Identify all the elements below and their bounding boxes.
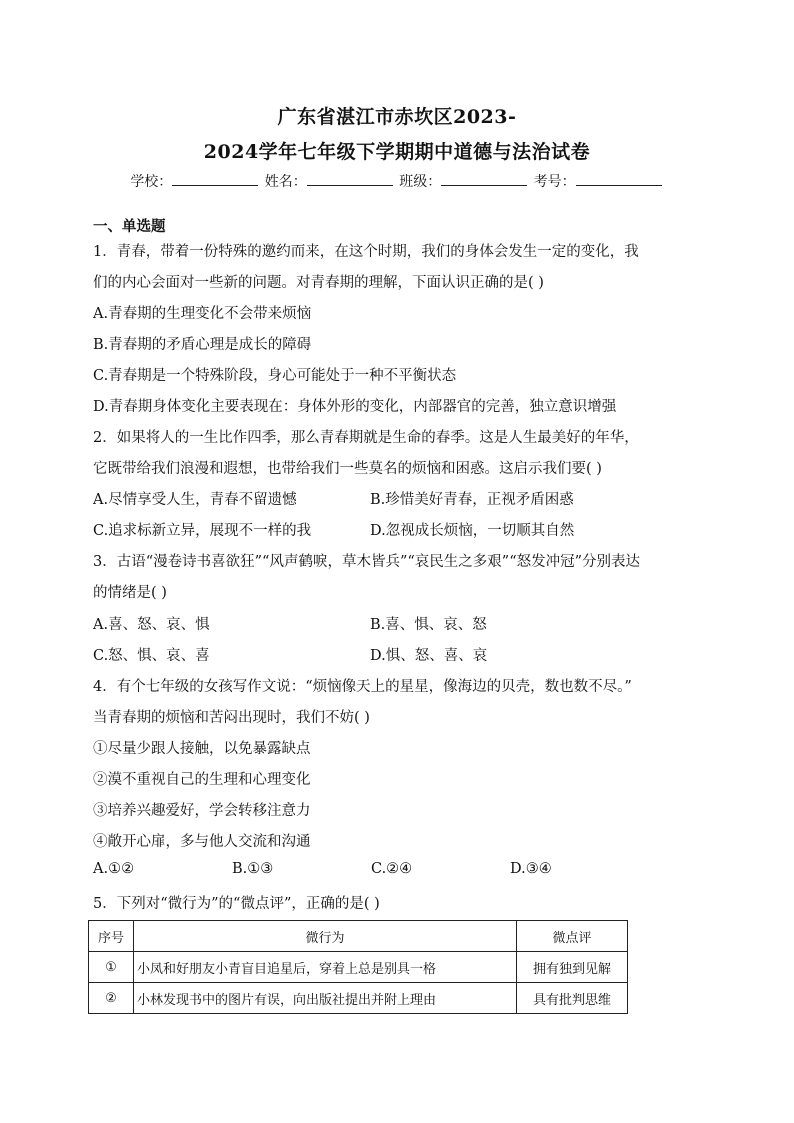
school-blank[interactable] [172,173,258,186]
question-2-option-a: A.尽情享受人生，青春不留遗憾 [93,492,297,508]
question-4-option-b: B.①③ [232,861,274,877]
header-behavior: 微行为 [134,921,517,952]
question-2-stem-line-2: 它既带给我们浪漫和遐想，也带给我们一些莫名的烦恼和困惑。这启示我们要( ) [93,461,602,477]
question-4-stem-line-2: 当青春期的烦恼和苦闷出现时，我们不妨( ) [93,710,370,726]
header-number: 序号 [89,921,134,952]
question-1-stem-line-1: 1．青春，带着一份特殊的邀约而来，在这个时期，我们的身体会发生一定的变化，我 [93,244,639,260]
question-5-stem: 5．下列对“微行为”的“微点评”，正确的是( ) [93,896,380,912]
question-4-statement-3: ③培养兴趣爱好，学会转移注意力 [93,803,311,819]
exam-number-blank[interactable] [576,173,662,186]
question-4-stem-line-1: 4．有个七年级的女孩写作文说：“烦恼像天上的星星，像海边的贝壳，数也数不尽。” [93,679,632,695]
question-4-statement-1: ①尽量少跟人接触，以免暴露缺点 [93,741,311,757]
question-1-option-a: A.青春期的生理变化不会带来烦恼 [93,306,312,322]
question-2-option-b: B.珍惜美好青春，正视矛盾困惑 [370,492,574,508]
question-3-stem-line-2: 的情绪是( ) [93,585,167,601]
row-2-comment: 具有批判思维 [517,983,628,1014]
question-5-table [88,920,628,1014]
question-1-option-c: C.青春期是一个特殊阶段，身心可能处于一种不平衡状态 [93,368,457,384]
question-4-statement-2: ②漠不重视自己的生理和心理变化 [93,772,311,788]
school-label: 学校： [130,174,173,190]
name-blank[interactable] [307,173,393,186]
question-1-stem-line-2: 们的内心会面对一些新的问题。对青春期的理解，下面认识正确的是( ) [93,275,544,291]
question-1-option-b: B.青春期的矛盾心理是成长的障碍 [93,337,312,353]
row-1-comment: 拥有独到见解 [517,952,628,983]
table-row [89,983,628,1014]
question-2-option-d: D.忽视成长烦恼，一切顺其自然 [370,523,575,539]
row-2-behavior: 小林发现书中的图片有误，向出版社提出并附上理由 [134,983,517,1014]
question-4-option-d: D.③④ [510,861,552,877]
student-info-row [0,171,794,191]
section-title: 一、单选题 [93,218,166,235]
question-3-option-a: A.喜、怒、哀、惧 [93,617,210,633]
question-3-option-c: C.怒、惧、哀、喜 [93,648,210,664]
table-header-row [89,921,628,952]
header-comment: 微点评 [517,921,628,952]
row-2-number: ② [89,983,134,1014]
exam-number-label: 考号： [533,174,576,190]
table-row [89,952,628,983]
row-1-behavior: 小凤和好朋友小青盲目追星后，穿着上总是别具一格 [134,952,517,983]
question-2-stem-line-1: 2．如果将人的一生比作四季，那么青春期就是生命的春季。这是人生最美好的年华， [93,430,639,446]
question-3-stem-line-1: 3．古语“漫卷诗书喜欲狂”“风声鹤唳，草木皆兵”“哀民生之多艰”“怒发冲冠”分别表达 [93,554,641,570]
question-3-option-d: D.惧、怒、喜、哀 [370,648,488,664]
name-label: 姓名： [264,174,307,190]
row-1-number: ① [89,952,134,983]
question-3-option-b: B.喜、惧、哀、怒 [370,617,487,633]
class-blank[interactable] [441,173,527,186]
question-1-option-d: D.青春期身体变化主要表现在：身体外形的变化，内部器官的完善，独立意识增强 [93,399,617,415]
exam-title-line2: 2024学年七年级下学期期中道德与法治试卷 [203,141,591,163]
question-4-option-c: C.②④ [371,861,413,877]
question-4-option-a: A.①② [93,861,135,877]
class-label: 班级： [399,174,442,190]
question-4-statement-4: ④敞开心扉，多与他人交流和沟通 [93,834,311,850]
exam-title-line1: 广东省湛江市赤坎区2023- [277,106,517,128]
question-2-option-c: C.追求标新立异，展现不一样的我 [93,523,312,539]
